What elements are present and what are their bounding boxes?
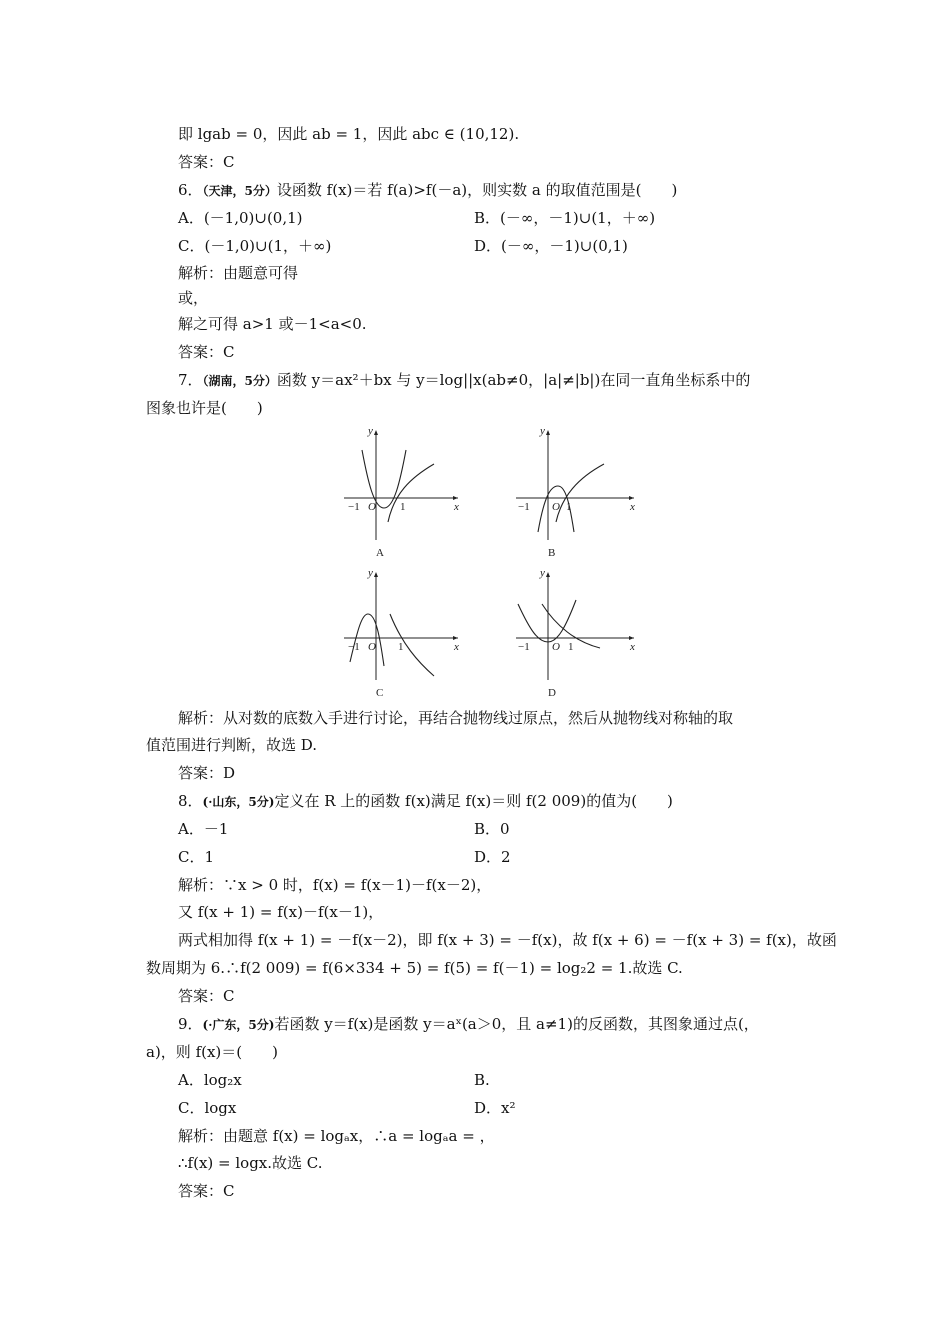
question-6 <box>178 180 677 201</box>
solution-line: 解之可得 a>1 或－1<a<0. <box>178 315 367 333</box>
y-label: y <box>540 425 545 437</box>
question-8 <box>178 791 673 812</box>
solution-line: ∴f(x) = logx.故选 C. <box>178 1154 323 1172</box>
option-d: D．(－∞，－1)∪(0,1) <box>474 237 628 255</box>
option-d: D．x² <box>474 1099 516 1117</box>
solution-line: 解析：∵x > 0 时，f(x) = f(x－1)－f(x－2)， <box>178 876 492 894</box>
solution-line: 解析：由题意可得 <box>178 264 299 282</box>
option-b: B．0 <box>474 820 510 838</box>
question-number: 7． <box>178 371 203 389</box>
question-number: 8． <box>178 792 203 810</box>
y-label: y <box>368 425 373 437</box>
option-b: B. <box>474 1071 490 1089</box>
tick-1: 1 <box>566 501 572 513</box>
question-text: 定义在 R 上的函数 f(x)满足 f(x)＝则 f(2 009)的值为( ) <box>274 792 673 810</box>
graph-a <box>344 425 459 559</box>
solution-line: 或， <box>178 289 209 307</box>
tick-neg1: −1 <box>348 501 360 513</box>
answer-line: 答案：C <box>178 153 235 171</box>
option-d: D．2 <box>474 848 511 866</box>
caption-a: A <box>376 547 384 559</box>
answer-line: 答案：C <box>178 1182 235 1200</box>
log-curve <box>388 464 434 522</box>
question-source: （天津，5分） <box>202 184 277 198</box>
option-a: A．－1 <box>178 820 229 838</box>
y-label: y <box>540 567 545 579</box>
solution-line: 两式相加得 f(x + 1) = －f(x－2)，即 f(x + 3) = －f(x)，故 f(x + 6) = －f(x + 3) = f(x)，故函 <box>178 931 837 949</box>
parabola-curve <box>350 614 384 666</box>
x-label: x <box>630 501 635 513</box>
question-7 <box>178 370 750 391</box>
tick-1: 1 <box>398 641 404 653</box>
option-c: C．logx <box>178 1099 237 1117</box>
graph-d <box>516 567 635 699</box>
answer-line: 答案：C <box>178 343 235 361</box>
solution-line: 解析：由题意 f(x) = logₐx，∴a = logₐa = ， <box>178 1127 495 1145</box>
graph-b <box>516 425 635 559</box>
log-curve <box>556 464 604 522</box>
solution-line: 值范围进行判断，故选 D. <box>146 736 318 754</box>
option-c: C．1 <box>178 848 215 866</box>
question-text: 函数 y＝ax²＋bx 与 y＝log||x(ab≠0，|a|≠|b|)在同一直角坐标系中的 <box>276 371 751 389</box>
origin-label: O <box>552 641 560 653</box>
x-label: x <box>454 501 459 513</box>
option-a: A．(－1,0)∪(0,1) <box>178 209 303 227</box>
tick-neg1: −1 <box>348 641 360 653</box>
question-text: 设函数 f(x)＝若 f(a)>f(－a)，则实数 a 的取值范围是( ) <box>276 181 678 199</box>
origin-label: O <box>552 501 560 513</box>
graph-c <box>344 567 459 699</box>
option-b: B．(－∞，－1)∪(1，＋∞) <box>474 209 656 227</box>
question-source: （湖南，5分） <box>202 374 277 388</box>
origin-label: O <box>368 501 376 513</box>
solution-line: 即 lgab = 0，因此 ab = 1，因此 abc ∈ (10,12). <box>178 125 520 143</box>
tick-1: 1 <box>400 501 406 513</box>
question-number: 9． <box>178 1015 203 1033</box>
caption-d: D <box>548 687 556 699</box>
log-curve <box>390 614 434 676</box>
option-a: A．log₂x <box>178 1071 242 1089</box>
solution-line: 又 f(x + 1) = f(x)－f(x－1)， <box>178 903 384 921</box>
y-label: y <box>368 567 373 579</box>
tick-1: 1 <box>568 641 574 653</box>
tick-neg1: −1 <box>518 641 530 653</box>
answer-line: 答案：D <box>178 764 236 782</box>
option-c: C．(－1,0)∪(1，＋∞) <box>178 237 332 255</box>
question-source: (·广东，5分) <box>202 1018 275 1032</box>
question-text: 若函数 y＝f(x)是函数 y＝aˣ(a＞0，且 a≠1)的反函数，其图象通过点(， <box>274 1015 759 1033</box>
graph-figures <box>330 422 650 706</box>
x-label: x <box>454 641 459 653</box>
caption-b: B <box>548 547 556 559</box>
answer-line: 答案：C <box>178 987 235 1005</box>
question-source: (·山东，5分) <box>202 795 275 809</box>
parabola-curve <box>362 450 406 508</box>
origin-label: O <box>368 641 376 653</box>
x-label: x <box>630 641 635 653</box>
solution-line: 数周期为 6.∴f(2 009) = f(6×334 + 5) = f(5) = f(－1) = log₂2 = 1.故选 C. <box>146 959 683 977</box>
tick-neg1: −1 <box>518 501 530 513</box>
parabola-curve <box>518 600 576 642</box>
question-number: 6． <box>178 181 203 199</box>
question-9 <box>178 1014 759 1035</box>
question-text-cont: a)，则 f(x)＝( ) <box>146 1043 278 1061</box>
caption-c: C <box>376 687 384 699</box>
solution-line: 解析：从对数的底数入手进行讨论，再结合抛物线过原点，然后从抛物线对称轴的取 <box>178 709 734 727</box>
question-text-cont: 图象也许是( ) <box>146 399 263 417</box>
graph-options-svg <box>330 422 650 706</box>
